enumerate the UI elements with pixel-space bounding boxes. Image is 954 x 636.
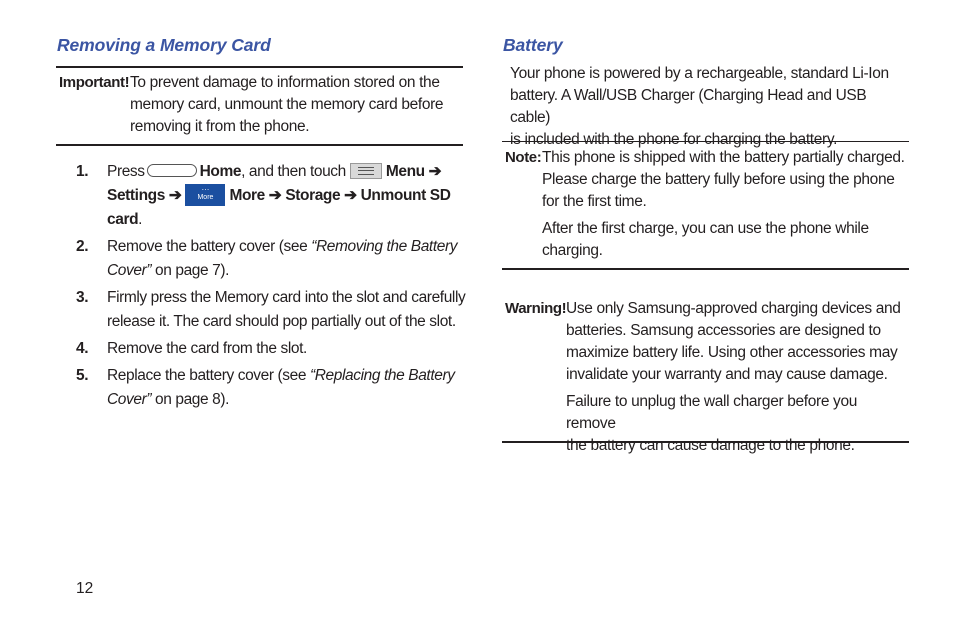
important-line: To prevent damage to information stored on the [130, 74, 440, 91]
warning-line: invalidate your warranty and may cause damage. [566, 366, 888, 383]
battery-intro [510, 63, 910, 151]
note-label: Note: [505, 149, 542, 166]
step-text: Firmly press the Memory card into the slot and carefully release it. The card should pop partially out of the slot. [107, 289, 466, 330]
step-text: on page 8). [151, 391, 230, 408]
intro-line: Your phone is powered by a rechargeable, standard Li-Ion [510, 65, 889, 82]
step-number: 2. [76, 238, 89, 255]
more-icon-label: More [197, 193, 214, 201]
warning-line: batteries. Samsung accessories are designed to [566, 322, 881, 339]
note-line: charging. [542, 242, 603, 259]
section-heading-removing-memory-card: Removing a Memory Card [57, 35, 271, 55]
cross-reference: “Replacing the Battery Cover” [107, 367, 455, 408]
menu-label: Menu ➔ [385, 163, 442, 180]
page-number: 12 [76, 580, 94, 597]
list-item-step-2 [76, 235, 468, 283]
warning-label: Warning! [505, 300, 567, 317]
intro-line: battery. A Wall/USB Charger (Charging Head and USB cable) [510, 87, 867, 126]
list-item-step-5 [76, 364, 468, 412]
home-key-label: Home [199, 163, 242, 180]
list-item-step-4 [76, 337, 468, 361]
menu-key-icon [350, 163, 382, 179]
step-text: Press [107, 163, 145, 180]
list-item-step-1 [76, 160, 468, 232]
divider-bottom-warning [502, 441, 909, 443]
divider-bottom-important [56, 144, 463, 146]
warning-line: Failure to unplug the wall charger before you remove [566, 393, 857, 432]
step-text: . [138, 211, 143, 228]
important-line: removing it from the phone. [130, 118, 310, 135]
note-callout [505, 147, 910, 262]
warning-line: maximize battery life. Using other accessories may [566, 344, 898, 361]
settings-label: Settings ➔ [107, 187, 182, 204]
step-text: Remove the card from the slot. [107, 340, 307, 357]
note-line: This phone is shipped with the battery partially charged. [542, 149, 905, 166]
warning-line: Use only Samsung-approved charging devices and [566, 300, 901, 317]
more-label: More ➔ [229, 187, 282, 204]
cross-reference: “Removing the Battery Cover” [107, 238, 458, 279]
step-number: 5. [76, 367, 89, 384]
step-number: 1. [76, 163, 89, 180]
step-number: 4. [76, 340, 89, 357]
important-callout [59, 72, 464, 138]
divider-top-important [56, 66, 463, 68]
warning-line: the battery can cause damage to the phone. [566, 437, 855, 454]
divider-bottom-note [502, 268, 909, 270]
intro-line: is included with the phone for charging the battery. [510, 131, 838, 148]
unmount-sd-card-label: Unmount SD card [107, 187, 451, 228]
important-label: Important! [59, 74, 130, 91]
step-text: Remove the battery cover (see [107, 238, 312, 255]
dots-icon: ··· [201, 184, 210, 194]
list-item-step-3 [76, 286, 468, 334]
storage-label: Storage ➔ [285, 187, 357, 204]
note-line: Please charge the battery fully before using the phone [542, 171, 895, 188]
divider-top-note [502, 141, 909, 142]
home-button-icon [147, 164, 197, 177]
steps-list [76, 160, 468, 415]
step-text: Replace the battery cover (see [107, 367, 310, 384]
warning-callout [505, 298, 910, 457]
important-line: memory card, unmount the memory card before [130, 96, 444, 113]
note-line: After the first charge, you can use the phone while [542, 220, 869, 237]
more-icon [185, 184, 225, 206]
step-text: on page 7). [151, 262, 230, 279]
step-text: , and then touch [241, 163, 346, 180]
step-number: 3. [76, 289, 89, 306]
note-line: for the first time. [542, 193, 647, 210]
section-heading-battery: Battery [503, 35, 563, 55]
